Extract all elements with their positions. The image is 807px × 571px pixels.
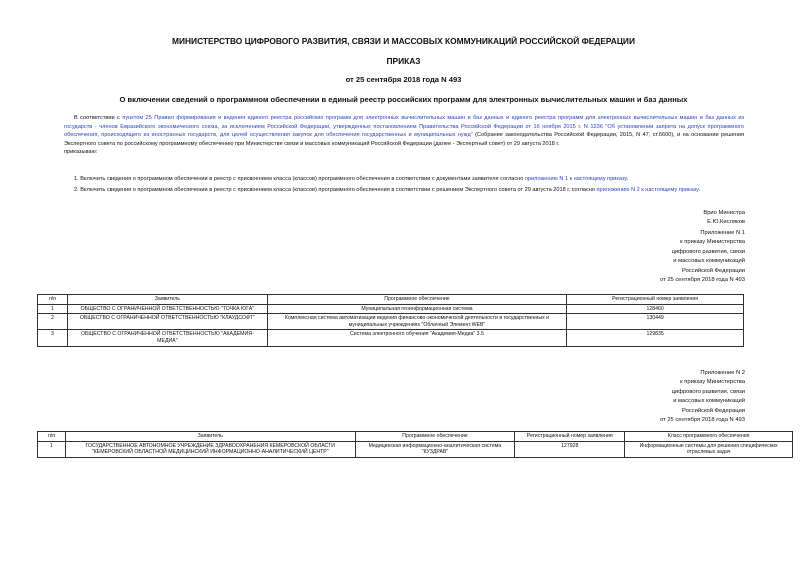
cell-number: 2 [38, 314, 68, 330]
cell-software: Медицинская информационно-аналитическая система "КУЗДРАВ" [355, 441, 515, 457]
signature-name: Е.Ю.Кисляков [707, 219, 745, 226]
ministry-heading: МИНИСТЕРСТВО ЦИФРОВОГО РАЗВИТИЯ, СВЯЗИ И МАССОВЫХ КОММУНИКАЦИЙ РОССИЙСКОЙ ФЕДЕРАЦИИ [172, 36, 635, 46]
cell-reg-number: 129835 [567, 330, 744, 346]
item1-text: 1. Включить сведения о программном обеспечении в реестр с присвоением класса (классов) программного обеспечения в соответствии с документами заявителя согласно [74, 176, 525, 182]
doc-date-number: от 25 сентября 2018 года N 493 [345, 75, 462, 84]
paragraph-item-1 [64, 175, 744, 184]
column-header: Программное обеспечение [355, 432, 515, 442]
appendix1-heading [660, 229, 745, 285]
cell-number: 1 [38, 304, 68, 314]
cell-software: Система электронного обучения "Академия-Медиа" 3.5 [267, 330, 567, 346]
appendix1-line: к приказу Министерства [680, 239, 745, 246]
item1-tail: . [626, 176, 629, 182]
doc-subject: О включении сведений о программном обеспечении в единый реестр российских программ для электронных вычислительных машин и баз данных [119, 95, 688, 104]
table-header-row [38, 432, 793, 442]
table-row [38, 441, 793, 457]
cell-software-class: Информационные системы для решения специфических отраслевых задач [625, 441, 793, 457]
cell-reg-number: 128460 [567, 304, 744, 314]
cell-software: Муниципальная геоинформационная система [267, 304, 567, 314]
column-header: Программное обеспечение [267, 295, 567, 305]
paragraph-preamble [64, 114, 744, 157]
signature-block [703, 209, 745, 228]
item2-tail: . [698, 187, 700, 193]
cell-applicant: ОБЩЕСТВО С ОГРАНИЧЕННОЙ ОТВЕТСТВЕННОСТЬЮ "АКАДЕМИЯ-МЕДИА" [67, 330, 267, 346]
appendix1-line: и массовых коммуникаций [673, 258, 745, 265]
column-header: Класс программного обеспечения [625, 432, 793, 442]
table-header-row [38, 295, 744, 305]
link-rules-p25[interactable]: пунктом 25 Правил формирования и ведения единого реестра российских программ для электронных вычислительных машин и баз данных и единого реестра программ для электронных вычислительных машин и баз данных из государств - членов Евразийского экономического союза, за исключением Российской Федерации, утвержденных постановлением Правительства Российской Федерации от 16 ноября 2015 г. N 1236 "Об установлении запрета на допуск программного обеспечения, происходящего из иностранных государств, для целей осуществления закупок для обеспечения государственных и муниципальных нужд" [64, 115, 745, 139]
paragraph-item-2 [64, 186, 744, 195]
table-row [38, 304, 744, 314]
preamble-text-end: (Собрание законодательства Российской Федерации, 2015, N 47, ст.6600), и на основании решения Экспертного совета по российскому программному обеспечению при Министерстве связи и массовых коммуникаций Российской Федерации (далее - Экспертный совет) от 29 августа 2018 г. [64, 132, 744, 147]
preamble-order-word: приказываю: [64, 149, 98, 156]
cell-reg-number: 127928 [515, 441, 625, 457]
appendix1-line: от 25 сентября 2018 года N 493 [659, 277, 745, 284]
appendix2-table [37, 431, 793, 458]
appendix1-table [37, 294, 744, 347]
column-header: Заявитель [65, 432, 355, 442]
column-header: Заявитель [67, 295, 267, 305]
appendix2-line: цифрового развития, связи [671, 388, 745, 395]
link-appendix-2[interactable]: приложению N 2 к настоящему приказу [596, 187, 699, 193]
signature-position: Врио Министра [703, 210, 745, 216]
link-appendix-1[interactable]: приложению N 1 к настоящему приказу [524, 176, 627, 182]
cell-reg-number: 130449 [567, 314, 744, 330]
cell-applicant: ОБЩЕСТВО С ОГРАНИЧЕННОЙ ОТВЕТСТВЕННОСТЬЮ "ТОЧКА ЮГА" [67, 304, 267, 314]
cell-number: 1 [38, 441, 66, 457]
appendix1-line: цифрового развития, связи [671, 248, 745, 255]
table-row [38, 314, 744, 330]
appendix2-line: от 25 сентября 2018 года N 493 [659, 417, 745, 424]
appendix2-line: к приказу Министерства [680, 379, 745, 386]
column-header: п/п [38, 295, 68, 305]
cell-number: 3 [38, 330, 68, 346]
item2-text: 2. Включить сведения о программном обеспечении в реестр с присвоением класса (классов) программного обеспечения в соответствии с решением Экспертного совета от 29 августа 2018 г. согласно [74, 187, 597, 193]
appendix2-line: Российской Федерации [681, 407, 745, 414]
appendix2-line: и массовых коммуникаций [673, 398, 745, 405]
doc-type-heading: ПРИКАЗ [386, 56, 421, 66]
cell-applicant: ОБЩЕСТВО С ОГРАНИЧЕННОЙ ОТВЕТСТВЕННОСТЬЮ "КЛАУДСОФТ" [67, 314, 267, 330]
column-header: Регистрационный номер заявления [567, 295, 744, 305]
appendix2-title: Приложение N 2 [700, 370, 745, 376]
preamble-text-start: В соответствии с [74, 115, 123, 121]
column-header: п/п [38, 432, 66, 442]
appendix1-title: Приложение N 1 [700, 230, 745, 236]
cell-software: Комплексная система автоматизации ведения финансово-экономической деятельности в государственных и муниципальных учреждениях "Облачный Элемент.WEB" [267, 314, 567, 330]
cell-applicant: ГОСУДАРСТВЕННОЕ АВТОНОМНОЕ УЧРЕЖДЕНИЕ ЗДРАВООХРАНЕНИЯ КЕМЕРОВСКОЙ ОБЛАСТИ "КЕМЕРОВСКИЙ ОБЛАСТНОЙ МЕДИЦИНСКИЙ ИНФОРМАЦИОННО-АНАЛИТИЧЕСКИЙ ЦЕНТР" [65, 441, 355, 457]
column-header: Регистрационный номер заявления [515, 432, 625, 442]
table-row [38, 330, 744, 346]
appendix1-line: Российской Федерации [681, 267, 745, 274]
appendix2-heading [660, 369, 745, 425]
